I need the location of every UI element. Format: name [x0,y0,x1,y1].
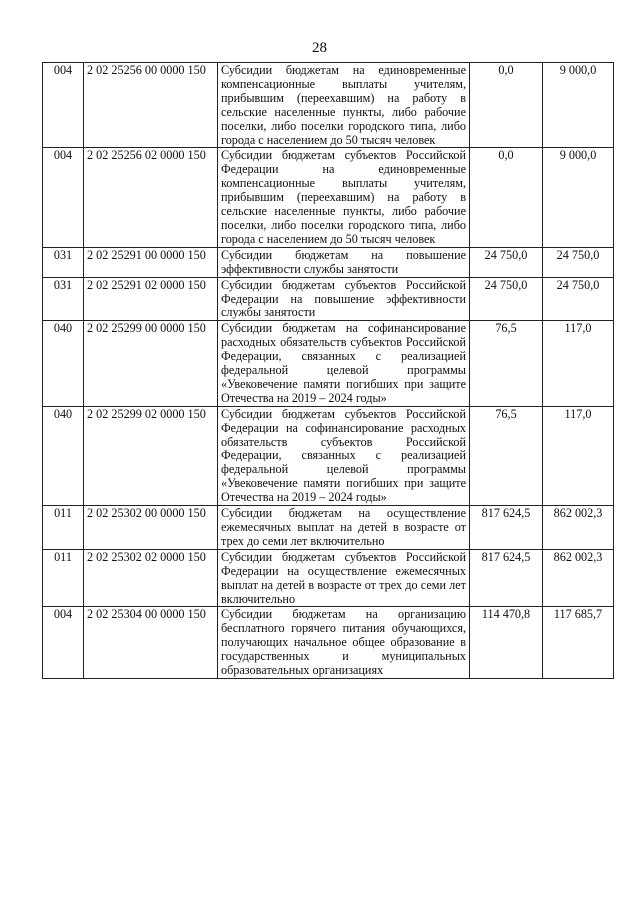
table-row [43,247,614,277]
amount-year-1-cell: 24 750,0 [470,277,543,321]
admin-code-cell: 040 [43,321,84,406]
amount-year-1-cell: 76,5 [470,321,543,406]
revenue-name-cell: Субсидии бюджетам на единовременные компенсационные выплаты учителям, прибывшим (переехавшим) на работу в сельские населенные пункты, либо рабочие поселки, либо поселки городского типа, либо города с населением до 50 тысяч человек [218,63,470,148]
amount-year-2-cell: 24 750,0 [543,277,614,321]
amount-year-1-cell: 0,0 [470,63,543,148]
budget-classification-code-cell: 2 02 25299 00 0000 150 [84,321,218,406]
table-row [43,607,614,679]
amount-year-2-cell: 24 750,0 [543,247,614,277]
table-row [43,63,614,148]
table-row [43,277,614,321]
budget-classification-code-cell: 2 02 25302 02 0000 150 [84,549,218,607]
amount-year-2-cell: 117,0 [543,406,614,505]
amount-year-2-cell: 9 000,0 [543,63,614,148]
amount-year-2-cell: 117,0 [543,321,614,406]
admin-code-cell: 040 [43,406,84,505]
admin-code-cell: 011 [43,506,84,550]
admin-code-cell: 031 [43,247,84,277]
revenue-name-cell: Субсидии бюджетам субъектов Российской Федерации на единовременные компенсационные выплаты учителям, прибывшим (переехавшим) на работу в сельские населенные пункты, либо рабочие поселки, либо поселки городского типа, либо города с населением до 50 тысяч человек [218,148,470,247]
budget-classification-code-cell: 2 02 25291 00 0000 150 [84,247,218,277]
revenue-name-cell: Субсидии бюджетам субъектов Российской Федерации на повышение эффективности службы занятости [218,277,470,321]
amount-year-1-cell: 76,5 [470,406,543,505]
page-number: 28 [312,40,327,56]
revenue-name-cell: Субсидии бюджетам на повышение эффективности службы занятости [218,247,470,277]
amount-year-1-cell: 114 470,8 [470,607,543,679]
amount-year-2-cell: 862 002,3 [543,549,614,607]
amount-year-2-cell: 9 000,0 [543,148,614,247]
admin-code-cell: 031 [43,277,84,321]
revenue-name-cell: Субсидии бюджетам субъектов Российской Федерации на осуществление ежемесячных выплат на детей в возрасте от трех до семи лет включительно [218,549,470,607]
table-row [43,321,614,406]
amount-year-1-cell: 817 624,5 [470,549,543,607]
revenue-name-cell: Субсидии бюджетам на организацию бесплатного горячего питания обучающихся, получающих начальное общее образование в государственных и муниципальных образовательных организациях [218,607,470,679]
budget-classification-code-cell: 2 02 25302 00 0000 150 [84,506,218,550]
admin-code-cell: 004 [43,607,84,679]
amount-year-2-cell: 862 002,3 [543,506,614,550]
amount-year-1-cell: 24 750,0 [470,247,543,277]
revenue-name-cell: Субсидии бюджетам субъектов Российской Федерации на софинансирование расходных обязательств субъектов Российской Федерации, связанных с реализацией федеральной целевой программы «Увековечение памяти погибших при защите Отечества на 2019 – 2024 годы» [218,406,470,505]
revenue-name-cell: Субсидии бюджетам на осуществление ежемесячных выплат на детей в возрасте от трех до семи лет включительно [218,506,470,550]
amount-year-2-cell: 117 685,7 [543,607,614,679]
amount-year-1-cell: 0,0 [470,148,543,247]
admin-code-cell: 011 [43,549,84,607]
budget-classification-code-cell: 2 02 25256 02 0000 150 [84,148,218,247]
admin-code-cell: 004 [43,148,84,247]
budget-table [42,62,614,679]
admin-code-cell: 004 [43,63,84,148]
table-row [43,549,614,607]
table-row [43,406,614,505]
table-row [43,506,614,550]
budget-classification-code-cell: 2 02 25291 02 0000 150 [84,277,218,321]
budget-classification-code-cell: 2 02 25304 00 0000 150 [84,607,218,679]
budget-classification-code-cell: 2 02 25299 02 0000 150 [84,406,218,505]
budget-classification-code-cell: 2 02 25256 00 0000 150 [84,63,218,148]
table-row [43,148,614,247]
amount-year-1-cell: 817 624,5 [470,506,543,550]
revenue-name-cell: Субсидии бюджетам на софинансирование расходных обязательств субъектов Российской Федерации, связанных с реализацией федеральной целевой программы «Увековечение памяти погибших при защите Отечества на 2019 – 2024 годы» [218,321,470,406]
